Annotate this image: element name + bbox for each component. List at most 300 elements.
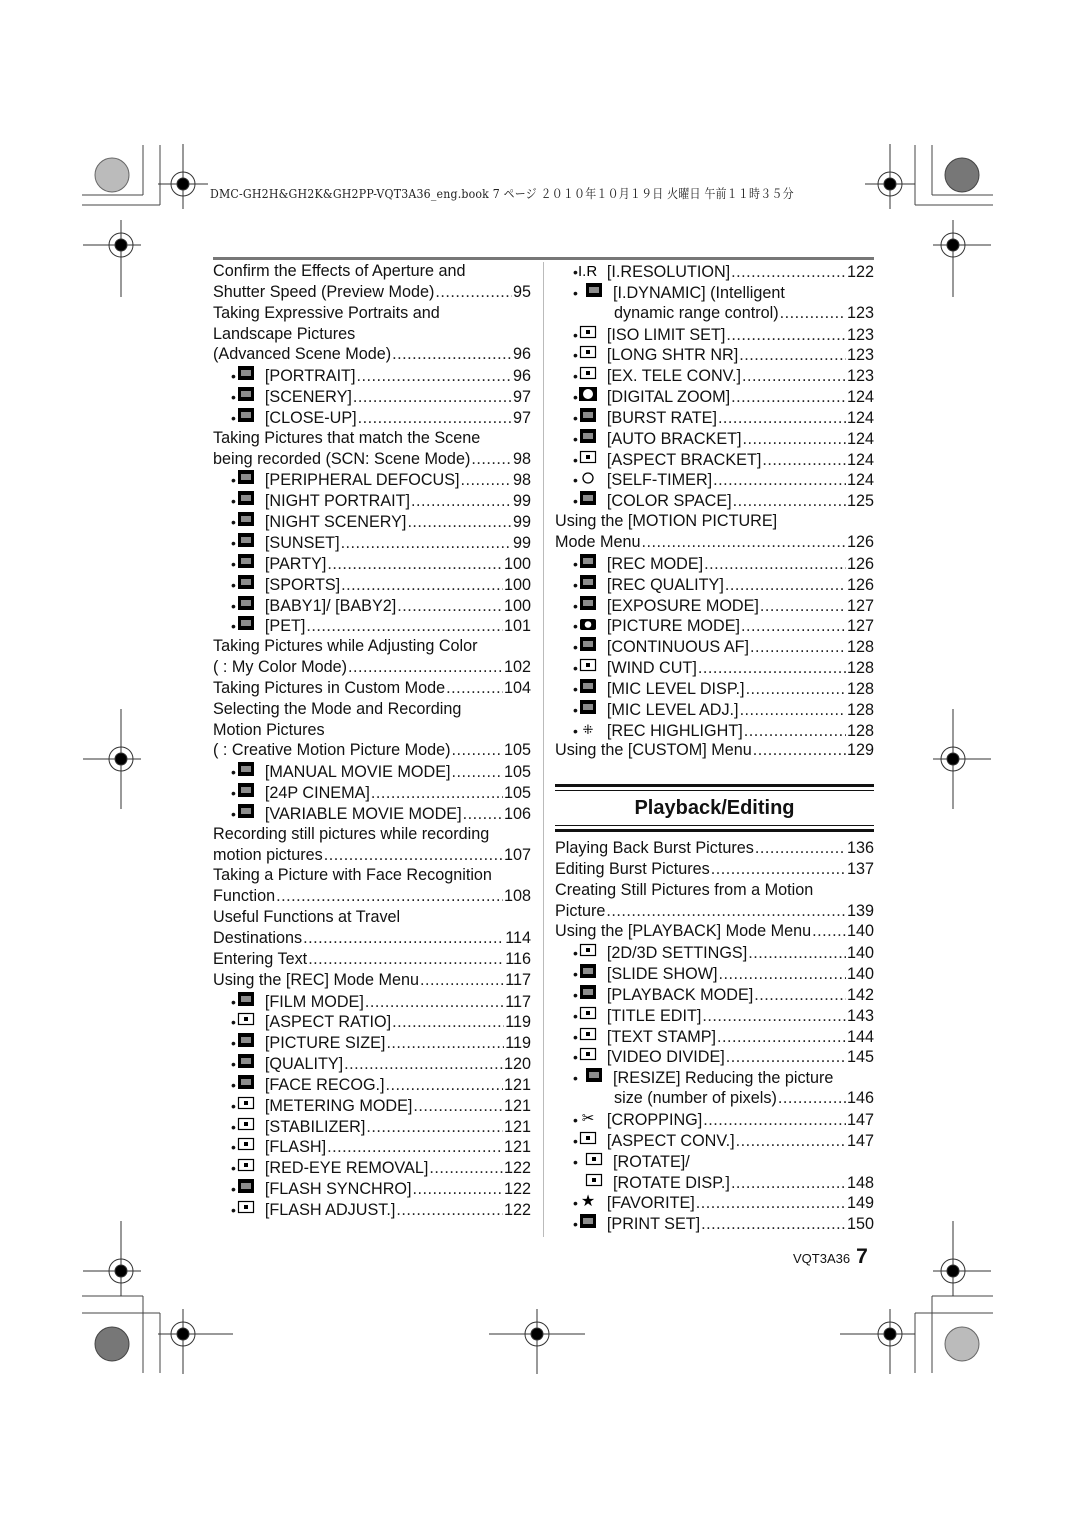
leader-dots (392, 344, 512, 365)
toc-entry-title: [DIGITAL ZOOM] (606, 388, 731, 407)
leader-dots (407, 512, 512, 533)
leader-dots (731, 1173, 846, 1194)
toc-entry[interactable] (213, 595, 531, 616)
toc-entry[interactable] (213, 449, 531, 470)
toc-page-number: 95 (512, 282, 531, 301)
toc-entry-title: [PICTURE SIZE] (264, 1034, 386, 1053)
toc-entry-title: [BURST RATE] (606, 408, 717, 427)
toc-entry-title: (Advanced Scene Mode) (213, 345, 392, 364)
toc-page-number: 123 (846, 325, 874, 344)
close-up-icon (236, 407, 256, 423)
continuous-af-icon (578, 636, 598, 652)
resize-icon (584, 1067, 604, 1083)
toc-page-number: 124 (846, 408, 874, 427)
leader-dots (429, 1158, 503, 1179)
sunset-icon (236, 532, 256, 548)
toc-page-number: 121 (503, 1138, 531, 1157)
toc-entry[interactable] (213, 678, 531, 699)
toc-entry-title: Taking a Picture with Face Recognition (213, 866, 492, 885)
leader-dots (435, 282, 512, 303)
toc-page-number: 121 (503, 1117, 531, 1136)
leader-dots (713, 470, 846, 491)
toc-page-number: 140 (846, 944, 874, 963)
toc-entry[interactable] (213, 1095, 531, 1116)
toc-entry-title: [REC QUALITY] (606, 575, 724, 594)
bullet: • (231, 1201, 236, 1218)
toc-entry[interactable] (555, 386, 874, 407)
toc-page-number: 100 (503, 596, 531, 615)
leader-dots (746, 679, 846, 700)
toc-entry[interactable] (555, 574, 874, 595)
toc-page-number: 127 (846, 617, 874, 636)
leader-dots (762, 450, 846, 471)
toc-entry[interactable] (555, 324, 874, 345)
bullet: • (573, 472, 578, 489)
toc-entry[interactable] (213, 1011, 531, 1032)
section-rule-bottom (555, 829, 874, 832)
toc-entry-title: ( : My Color Mode) (213, 658, 348, 677)
toc-entry[interactable] (555, 261, 874, 282)
bullet: • (573, 1007, 578, 1024)
bullet: • (573, 430, 578, 447)
quality-icon (236, 1053, 256, 1069)
toc-entry-title: [CROPPING] (606, 1110, 703, 1129)
toc-entry[interactable] (213, 615, 531, 636)
toc-entry-title: [EXPOSURE MODE] (606, 596, 759, 615)
toc-entry[interactable] (213, 657, 531, 678)
flash-icon (236, 1136, 256, 1152)
leader-dots (392, 1012, 504, 1033)
i-resolution-icon (578, 261, 598, 277)
toc-entry[interactable] (555, 942, 874, 963)
toc-page-number: 117 (505, 970, 531, 989)
toc-entry[interactable] (555, 428, 874, 449)
aspect-conv-icon (578, 1130, 598, 1146)
toc-entry-title: [FAVORITE] (606, 1194, 695, 1213)
toc-entry-title: Taking Expressive Portraits and (213, 303, 440, 322)
leader-dots (750, 637, 846, 658)
leader-dots (641, 532, 846, 553)
toc-entry-title: [FACE RECOG.] (264, 1075, 385, 1094)
toc-entry-title: [PERIPHERAL DEFOCUS] (264, 471, 460, 490)
bullet: • (573, 1216, 578, 1233)
toc-entry[interactable] (555, 636, 874, 657)
toc-entry[interactable] (555, 449, 874, 470)
toc-entry-title: Function (213, 887, 276, 906)
leader-dots (386, 1075, 503, 1096)
leader-dots (413, 1096, 503, 1117)
toc-page-number: 98 (512, 471, 531, 490)
toc-entry[interactable] (213, 1116, 531, 1137)
bullet: • (573, 639, 578, 656)
leader-dots (348, 657, 503, 678)
bullet: • (231, 472, 236, 489)
toc-entry[interactable] (213, 824, 531, 845)
leader-dots (717, 1027, 846, 1048)
bullet: • (231, 764, 236, 781)
toc-entry-title: [STABILIZER] (264, 1117, 366, 1136)
digital-zoom-icon (578, 386, 598, 402)
section-rule-top (555, 784, 874, 787)
toc-entry-title: [MIC LEVEL DISP.] (606, 679, 745, 698)
bullet: • (573, 966, 578, 983)
toc-entry-title: Taking Pictures in Custom Mode (213, 678, 446, 697)
toc-entry[interactable] (555, 365, 874, 386)
toc-entry-title: [LONG SHTR NR] (606, 346, 739, 365)
bullet: • (573, 347, 578, 364)
toc-entry[interactable] (555, 1172, 874, 1193)
24p-cinema-icon (236, 782, 256, 798)
sports-icon (236, 574, 256, 590)
toc-entry-title: [ASPECT RATIO] (264, 1013, 392, 1032)
toc-entry[interactable] (213, 720, 531, 741)
toc-entry[interactable] (555, 657, 874, 678)
toc-entry-title: [SLIDE SHOW] (606, 965, 718, 984)
leader-dots (452, 762, 503, 783)
toc-entry[interactable] (555, 469, 874, 490)
auto-bracket-icon (578, 428, 598, 444)
i-dynamic-icon (584, 282, 604, 298)
self-timer-icon (578, 469, 598, 485)
toc-entry-title: Destinations (213, 929, 303, 947)
leader-dots (753, 740, 846, 761)
toc-entry-title: [24P CINEMA] (264, 784, 370, 803)
toc-entry[interactable] (555, 595, 874, 616)
toc-page-number: 120 (503, 1055, 531, 1074)
toc-entry[interactable] (213, 365, 531, 386)
leader-dots (704, 554, 846, 575)
toc-entry-title: [PICTURE MODE] (606, 617, 741, 636)
bullet: • (231, 534, 236, 551)
toc-page-number: 102 (503, 658, 531, 677)
toc-page-number: 126 (846, 532, 874, 551)
svg-text:⁜: ⁜ (582, 721, 594, 736)
toc-page-number: 119 (505, 1013, 531, 1032)
toc-page-number: 128 (846, 659, 874, 678)
portrait-icon (236, 365, 256, 381)
mic-level-disp-icon (578, 678, 598, 694)
toc-entry[interactable] (213, 490, 531, 511)
toc-page-number: 145 (846, 1048, 874, 1067)
toc-entry[interactable] (213, 469, 531, 490)
aspect-ratio-icon (236, 1011, 256, 1027)
toc-entry-title: [PARTY] (264, 554, 327, 573)
toc-entry-title: being recorded (SCN: Scene Mode) (213, 449, 471, 468)
toc-entry-title: Using the [CUSTOM] Menu (555, 741, 752, 760)
toc-entry[interactable] (213, 803, 531, 824)
leader-dots (306, 616, 503, 637)
toc-entry[interactable] (555, 615, 874, 636)
leader-dots (463, 804, 503, 825)
aspect-bracket-icon (578, 449, 598, 465)
toc-entry[interactable] (213, 1136, 531, 1157)
toc-entry[interactable] (213, 928, 531, 949)
toc-entry-title: [NIGHT PORTRAIT] (264, 492, 411, 511)
leader-dots (755, 838, 846, 859)
toc-entry[interactable] (213, 1157, 531, 1178)
toc-entry[interactable] (555, 740, 874, 761)
playback-mode-icon (578, 984, 598, 1000)
toc-entry-title: [ROTATE DISP.] (613, 1173, 730, 1192)
toc-entry[interactable] (555, 490, 874, 511)
toc-entry-title: Motion Pictures (213, 720, 325, 739)
leader-dots (358, 408, 512, 429)
toc-entry[interactable] (213, 907, 531, 928)
toc-entry-title: Landscape Pictures (213, 324, 356, 343)
toc-entry[interactable] (213, 344, 531, 365)
svg-text:✂: ✂ (581, 1109, 595, 1125)
leader-dots (420, 970, 504, 991)
toc-entry[interactable] (555, 303, 874, 324)
toc-page-number: 108 (503, 887, 531, 906)
toc-entry-title: [SELF-TIMER] (606, 471, 713, 490)
leader-dots (341, 533, 512, 554)
bullet: • (231, 1181, 236, 1198)
toc-entry-title: [MANUAL MOVIE MODE] (264, 763, 451, 782)
toc-entry[interactable] (213, 970, 531, 991)
toc-entry-title: [TEXT STAMP] (606, 1027, 717, 1046)
toc-entry[interactable] (213, 991, 531, 1012)
toc-entry[interactable] (555, 553, 874, 574)
toc-entry[interactable] (213, 553, 531, 574)
color-space-icon (578, 490, 598, 506)
leader-dots (386, 1033, 504, 1054)
bullet: • (573, 326, 578, 343)
toc-entry[interactable] (555, 859, 874, 880)
toc-page-number: 99 (512, 533, 531, 552)
toc-page-number: 99 (512, 492, 531, 511)
toc-entry[interactable] (213, 282, 531, 303)
toc-page-number: 116 (505, 949, 531, 968)
rotate-disp-icon (584, 1172, 604, 1188)
leader-dots (356, 366, 512, 387)
toc-page-number: 117 (505, 992, 531, 1011)
leader-dots (461, 470, 512, 491)
toc-entry-title: [RED-EYE REMOVAL] (264, 1159, 429, 1178)
toc-entry-title: Entering Text (213, 949, 308, 968)
toc-entry-title: [CONTINUOUS AF] (606, 638, 750, 657)
bullet: • (231, 389, 236, 406)
toc-page-number: 149 (846, 1194, 874, 1213)
toc-entry[interactable] (213, 761, 531, 782)
leader-dots (303, 928, 504, 949)
toc-entry-title: Creating Still Pictures from a Motion (555, 880, 814, 899)
red-eye-removal-icon (236, 1157, 256, 1173)
toc-entry[interactable] (555, 1005, 874, 1026)
toc-entry-title: Using the [PLAYBACK] Mode Menu (555, 922, 812, 941)
toc-entry[interactable] (213, 1032, 531, 1053)
toc-entry-title: [2D/3D SETTINGS] (606, 944, 748, 963)
flash-adjust-icon (236, 1199, 256, 1215)
toc-entry[interactable] (555, 921, 874, 942)
toc-entry[interactable] (555, 511, 874, 532)
leader-dots (446, 678, 503, 699)
toc-entry[interactable] (213, 386, 531, 407)
toc-page-number: 105 (503, 763, 531, 782)
toc-page-number: 121 (503, 1096, 531, 1115)
party-icon (236, 553, 256, 569)
bullet: • (231, 785, 236, 802)
bullet: • (231, 576, 236, 593)
toc-page-number: 114 (505, 929, 531, 947)
bullet: • (573, 493, 578, 510)
toc-entry-title: [BABY1]/ [BABY2] (264, 596, 397, 615)
toc-entry[interactable] (213, 782, 531, 803)
mic-level-adj-icon (578, 699, 598, 715)
toc-page-number: 101 (503, 617, 531, 636)
toc-page-number: 144 (846, 1027, 874, 1046)
toc-entry[interactable] (555, 1088, 874, 1109)
toc-entry[interactable] (555, 1026, 874, 1047)
leader-dots (471, 449, 512, 470)
rec-mode-icon (578, 553, 598, 569)
toc-entry[interactable] (213, 532, 531, 553)
leader-dots (719, 964, 846, 985)
picture-size-icon (236, 1032, 256, 1048)
toc-entry[interactable] (213, 1199, 531, 1220)
toc-entry[interactable] (555, 1109, 874, 1130)
bullet: • (573, 389, 578, 406)
toc-entry-title: [PET] (264, 617, 306, 636)
toc-entry[interactable] (555, 963, 874, 984)
leader-dots (743, 429, 846, 450)
toc-entry[interactable] (213, 740, 531, 761)
toc-entry-title: [FILM MODE] (264, 992, 364, 1011)
toc-page-number: 142 (846, 985, 874, 1004)
toc-entry-title: dynamic range control) (614, 303, 779, 322)
night-portrait-icon (236, 490, 256, 506)
toc-page-number: 147 (846, 1131, 874, 1150)
toc-page-number: 128 (846, 721, 874, 740)
section-heading-playback-editing (555, 784, 874, 832)
toc-entry[interactable] (555, 1067, 874, 1088)
leader-dots (308, 949, 504, 970)
baby-icon (236, 595, 256, 611)
toc-entry[interactable] (555, 532, 874, 553)
toc-page-number: 126 (846, 554, 874, 573)
toc-left-column (213, 261, 531, 1220)
leader-dots (366, 1117, 503, 1138)
toc-entry-title: [CLOSE-UP] (264, 408, 357, 427)
toc-entry[interactable] (555, 1192, 874, 1213)
bullet: • (231, 1097, 236, 1114)
toc-entry-title: [TITLE EDIT] (606, 1006, 702, 1025)
rec-highlight-icon (578, 720, 598, 736)
leader-dots (702, 1006, 846, 1027)
wind-cut-icon (578, 657, 598, 673)
toc-entry-title: Taking Pictures that match the Scene (213, 428, 481, 447)
stabilizer-icon (236, 1116, 256, 1132)
toc-entry[interactable] (555, 344, 874, 365)
video-divide-icon (578, 1046, 598, 1062)
leader-dots (353, 387, 512, 408)
toc-entry[interactable] (555, 1151, 874, 1172)
toc-entry[interactable] (555, 407, 874, 428)
toc-entry[interactable] (555, 1213, 874, 1234)
variable-movie-icon (236, 803, 256, 819)
leader-dots (371, 783, 503, 804)
toc-entry[interactable] (213, 303, 531, 324)
long-shutter-nr-icon (578, 344, 598, 360)
rec-quality-icon (578, 574, 598, 590)
toc-entry[interactable] (555, 699, 874, 720)
leader-dots (780, 303, 846, 324)
face-recog-icon (236, 1074, 256, 1090)
leader-dots (731, 387, 846, 408)
toc-entry[interactable] (555, 838, 874, 859)
toc-entry[interactable] (213, 324, 531, 345)
leader-dots (744, 721, 846, 742)
text-stamp-icon (578, 1026, 598, 1042)
toc-entry[interactable] (213, 845, 531, 866)
leader-dots (396, 1200, 503, 1221)
toc-entry-title: [FLASH SYNCHRO] (264, 1180, 412, 1199)
toc-page-number: 97 (512, 408, 531, 427)
toc-entry-title: [NIGHT SCENERY] (264, 513, 407, 532)
toc-entry[interactable] (213, 1178, 531, 1199)
toc-entry[interactable] (213, 1053, 531, 1074)
toc-page-number: 125 (846, 492, 874, 511)
toc-entry[interactable] (213, 261, 531, 282)
toc-entry[interactable] (555, 880, 874, 901)
toc-entry[interactable] (555, 1130, 874, 1151)
bullet: • (231, 993, 236, 1010)
night-scenery-icon (236, 511, 256, 527)
toc-entry-title: [ASPECT CONV.] (606, 1131, 735, 1150)
toc-entry-title: [PORTRAIT] (264, 367, 356, 386)
toc-entry-title: Selecting the Mode and Recording (213, 699, 462, 718)
toc-entry[interactable] (555, 282, 874, 303)
toc-entry[interactable] (555, 984, 874, 1005)
toc-entry-title: [FLASH] (264, 1138, 327, 1157)
toc-entry[interactable] (213, 949, 531, 970)
toc-entry[interactable] (213, 1074, 531, 1095)
toc-entry-title: Picture (555, 901, 606, 920)
bullet: • (231, 1160, 236, 1177)
toc-entry[interactable] (213, 699, 531, 720)
film-mode-icon (236, 991, 256, 1007)
toc-page-number: 105 (503, 741, 531, 760)
toc-page-number: 127 (846, 596, 874, 615)
toc-entry[interactable] (213, 865, 531, 886)
toc-entry[interactable] (213, 407, 531, 428)
toc-entry-title: Playing Back Burst Pictures (555, 839, 754, 857)
toc-entry[interactable] (213, 428, 531, 449)
column-divider (543, 262, 544, 1237)
toc-entry[interactable] (213, 886, 531, 907)
scenery-icon (236, 386, 256, 402)
burst-rate-icon (578, 407, 598, 423)
toc-entry[interactable] (213, 574, 531, 595)
toc-entry-title: motion pictures (213, 845, 323, 864)
leader-dots (740, 700, 846, 721)
toc-page-number: 128 (846, 679, 874, 698)
toc-entry-title: [REC HIGHLIGHT] (606, 721, 743, 740)
toc-entry[interactable] (555, 901, 874, 922)
toc-entry[interactable] (555, 678, 874, 699)
toc-entry[interactable] (213, 511, 531, 532)
toc-page-number: 99 (512, 513, 531, 532)
toc-entry[interactable] (213, 636, 531, 657)
toc-page-number: 129 (846, 741, 874, 760)
leader-dots (341, 575, 503, 596)
toc-entry[interactable] (555, 1046, 874, 1067)
toc-page-number: 106 (503, 804, 531, 823)
toc-entry-title: size (number of pixels) (614, 1089, 777, 1108)
toc-entry[interactable] (555, 720, 874, 741)
toc-page-number: 122 (503, 1180, 531, 1199)
2d-3d-settings-icon (578, 942, 598, 958)
